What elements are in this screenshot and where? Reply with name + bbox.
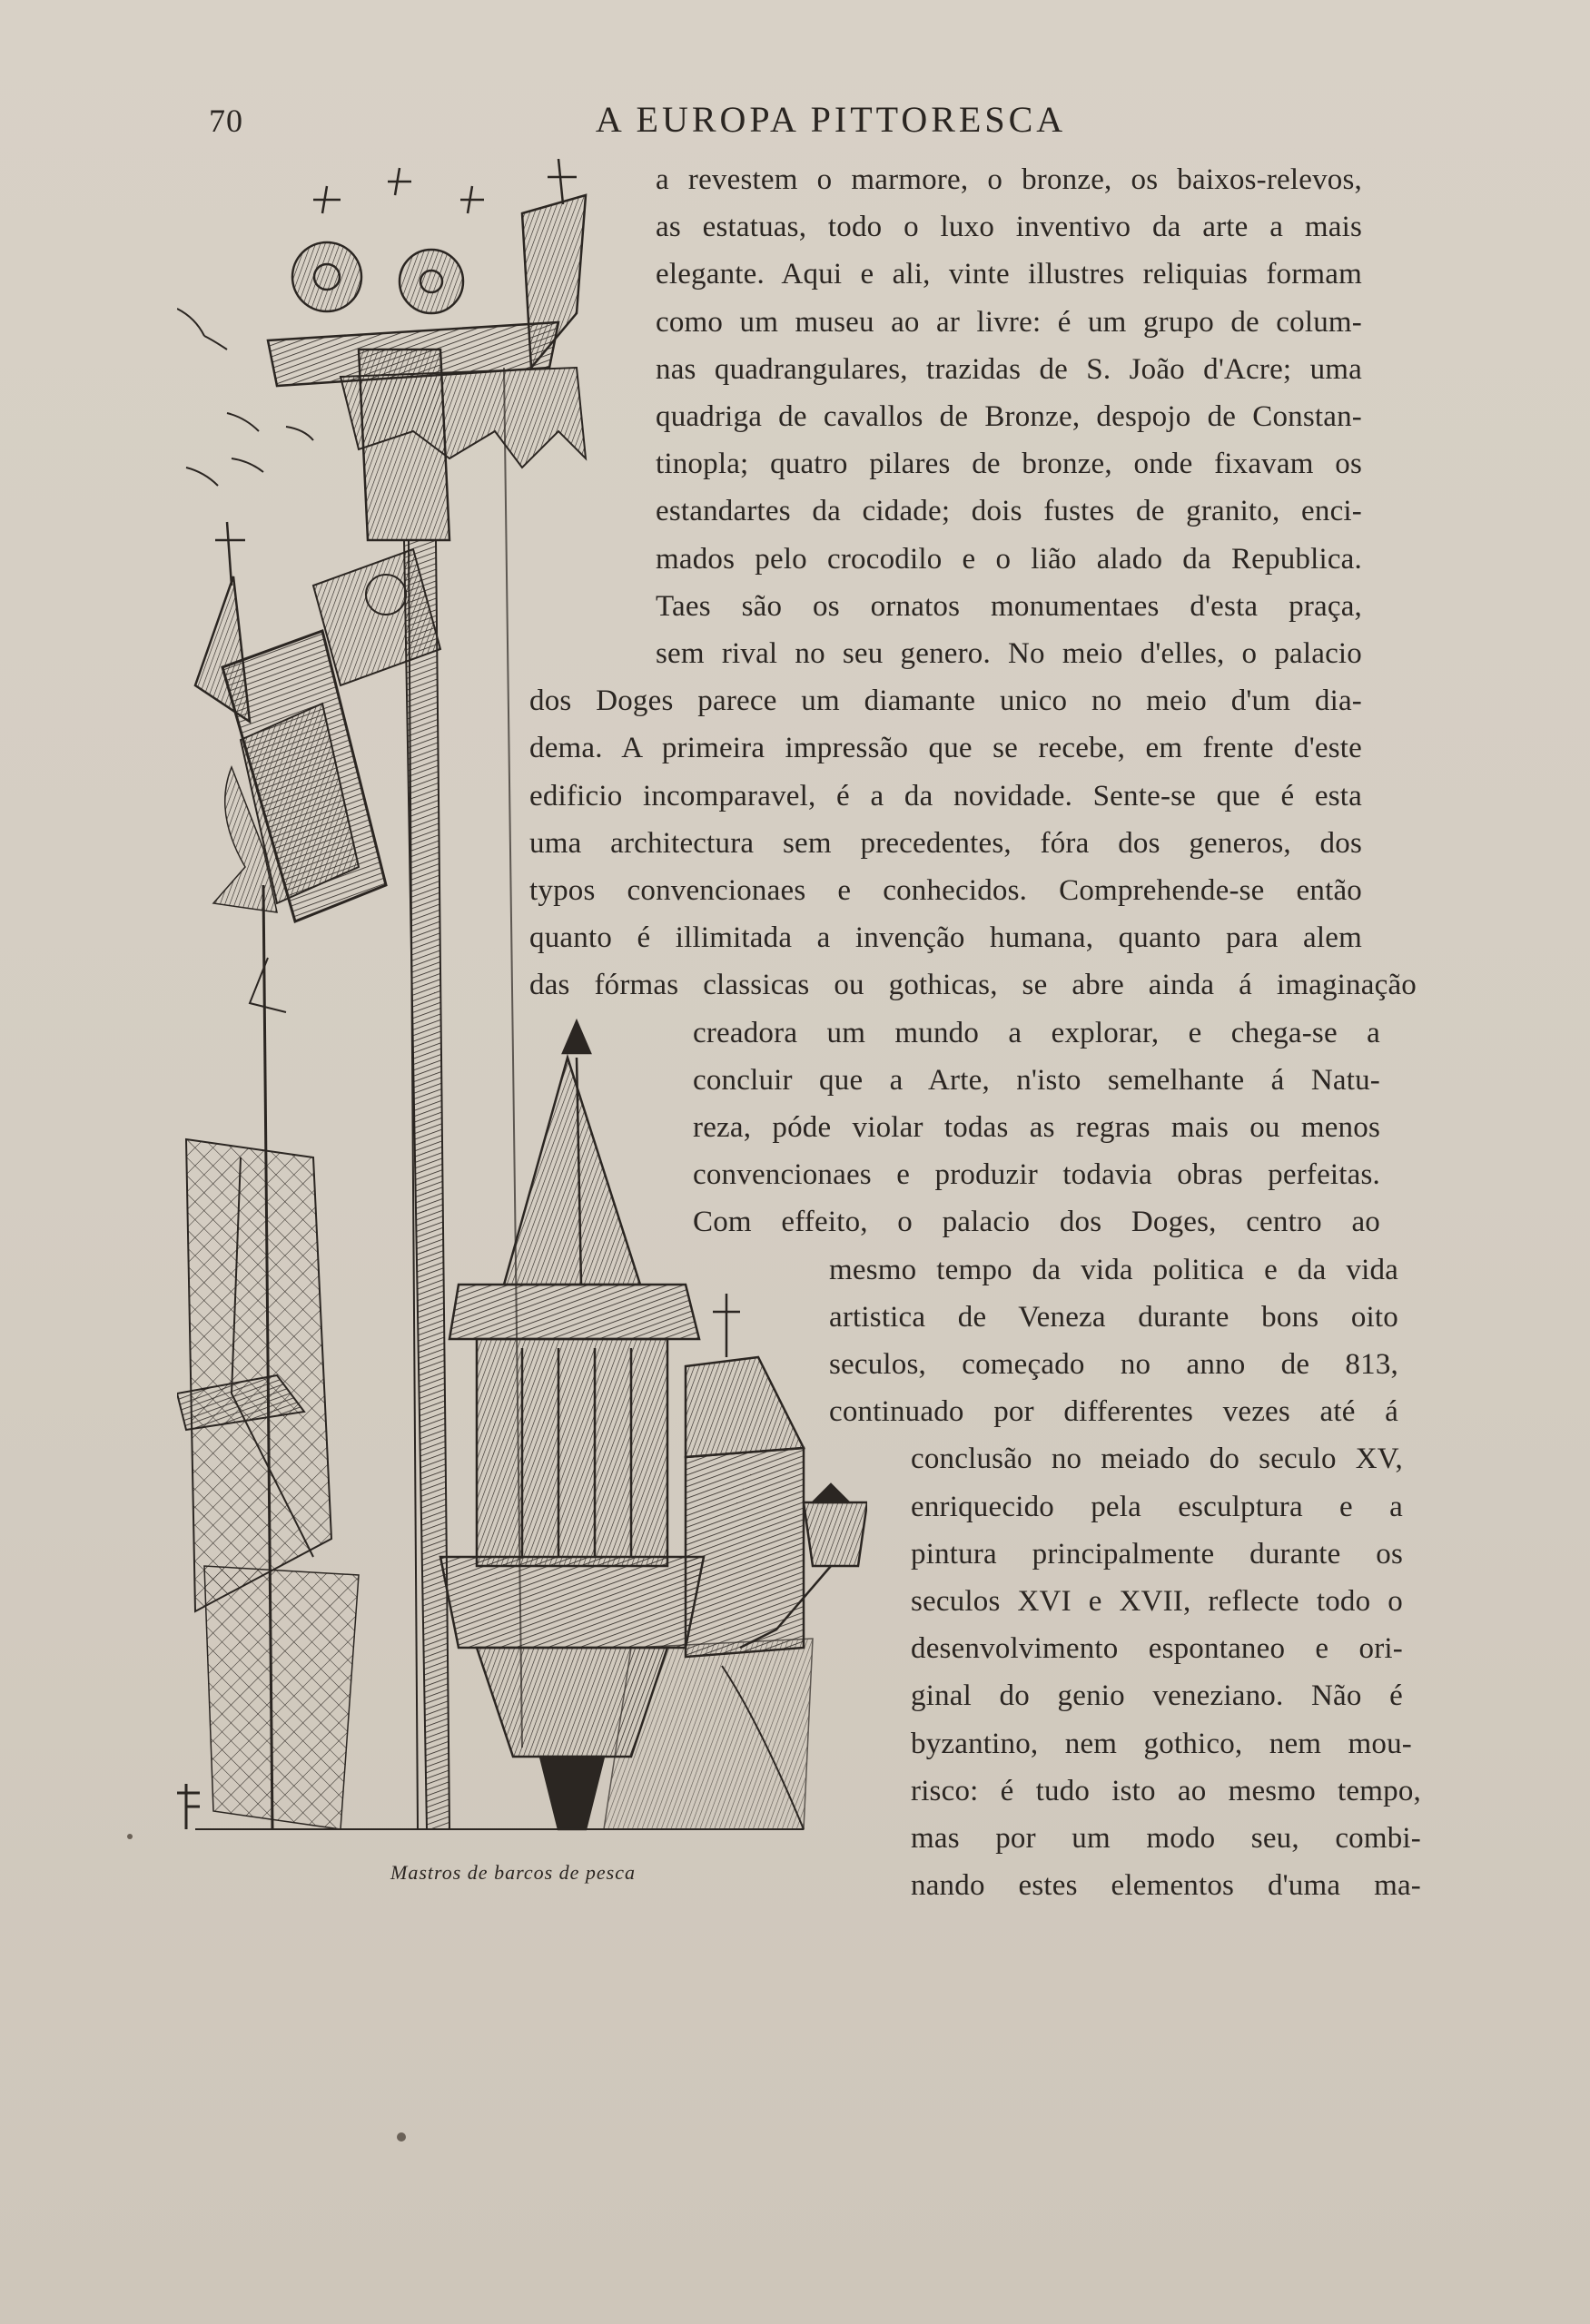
page-speck bbox=[397, 2132, 406, 2142]
text-line: quadriga de cavallos de Bronze, despojo de Constan- bbox=[656, 400, 1362, 433]
text-line: Com effeito, o palacio dos Doges, centro ao bbox=[693, 1206, 1380, 1238]
text-line: mesmo tempo da vida politica e da vida bbox=[829, 1254, 1398, 1286]
text-line: tinopla; quatro pilares de bronze, onde fixavam os bbox=[656, 448, 1362, 480]
text-line: a revestem o marmore, o bronze, os baixos-relevos, bbox=[656, 163, 1362, 196]
text-line: enriquecido pela esculptura e a bbox=[911, 1491, 1403, 1523]
text-line: sem rival no seu genero. No meio d'elles, o palacio bbox=[656, 637, 1362, 670]
text-line: risco: é tudo isto ao mesmo tempo, bbox=[911, 1775, 1421, 1807]
text-line: como um museu ao ar livre: é um grupo de colum- bbox=[656, 306, 1362, 339]
text-line: artistica de Veneza durante bons oito bbox=[829, 1301, 1398, 1334]
text-line: edificio incomparavel, é a da novidade. Sente-se que é esta bbox=[529, 780, 1362, 812]
page-number: 70 bbox=[209, 103, 243, 139]
text-line: pintura principalmente durante os bbox=[911, 1538, 1403, 1571]
illustration-caption: Mastros de barcos de pesca bbox=[390, 1861, 636, 1884]
text-line: dema. A primeira impressão que se recebe, em frente d'este bbox=[529, 732, 1362, 764]
running-title: A EUROPA PITTORESCA bbox=[595, 99, 1067, 140]
text-line: continuado por differentes vezes até á bbox=[829, 1395, 1398, 1428]
text-line: dos Doges parece um diamante unico no meio d'um dia- bbox=[529, 684, 1362, 717]
text-line: typos convencionaes e conhecidos. Comprehende-se então bbox=[529, 874, 1362, 907]
text-line: ginal do genio veneziano. Não é bbox=[911, 1679, 1403, 1712]
text-line: seculos, começado no anno de 813, bbox=[829, 1348, 1398, 1381]
text-line: byzantino, nem gothico, nem mou- bbox=[911, 1728, 1412, 1760]
text-line: conclusão no meiado do seculo XV, bbox=[911, 1443, 1403, 1475]
page-speck bbox=[127, 1834, 133, 1839]
text-line: seculos XVI e XVII, reflecte todo o bbox=[911, 1585, 1403, 1618]
text-line: desenvolvimento espontaneo e ori- bbox=[911, 1632, 1403, 1665]
text-line: elegante. Aqui e ali, vinte illustres reliquias formam bbox=[656, 258, 1362, 290]
text-line: Taes são os ornatos monumentaes d'esta praça, bbox=[656, 590, 1362, 623]
text-line: estandartes da cidade; dois fustes de granito, enci- bbox=[656, 495, 1362, 527]
text-line: reza, póde violar todas as regras mais ou menos bbox=[693, 1111, 1380, 1144]
text-line: creadora um mundo a explorar, e chega-se a bbox=[693, 1017, 1380, 1049]
text-line: concluir que a Arte, n'isto semelhante á Natu- bbox=[693, 1064, 1380, 1097]
text-line: quanto é illimitada a invenção humana, quanto para alem bbox=[529, 921, 1362, 954]
text-line: das fórmas classicas ou gothicas, se abre ainda á imaginação bbox=[529, 969, 1417, 1001]
text-line: uma architectura sem precedentes, fóra dos generos, dos bbox=[529, 827, 1362, 860]
text-line: mados pelo crocodilo e o lião alado da Republica. bbox=[656, 543, 1362, 576]
text-line: nas quadrangulares, trazidas de S. João d'Acre; uma bbox=[656, 353, 1362, 386]
text-line: as estatuas, todo o luxo inventivo da arte a mais bbox=[656, 211, 1362, 243]
page-header bbox=[209, 98, 1417, 153]
text-line: nando estes elementos d'uma ma- bbox=[911, 1869, 1421, 1902]
text-line: mas por um modo seu, combi- bbox=[911, 1822, 1421, 1855]
text-line: convencionaes e produzir todavia obras perfeitas. bbox=[693, 1158, 1380, 1191]
